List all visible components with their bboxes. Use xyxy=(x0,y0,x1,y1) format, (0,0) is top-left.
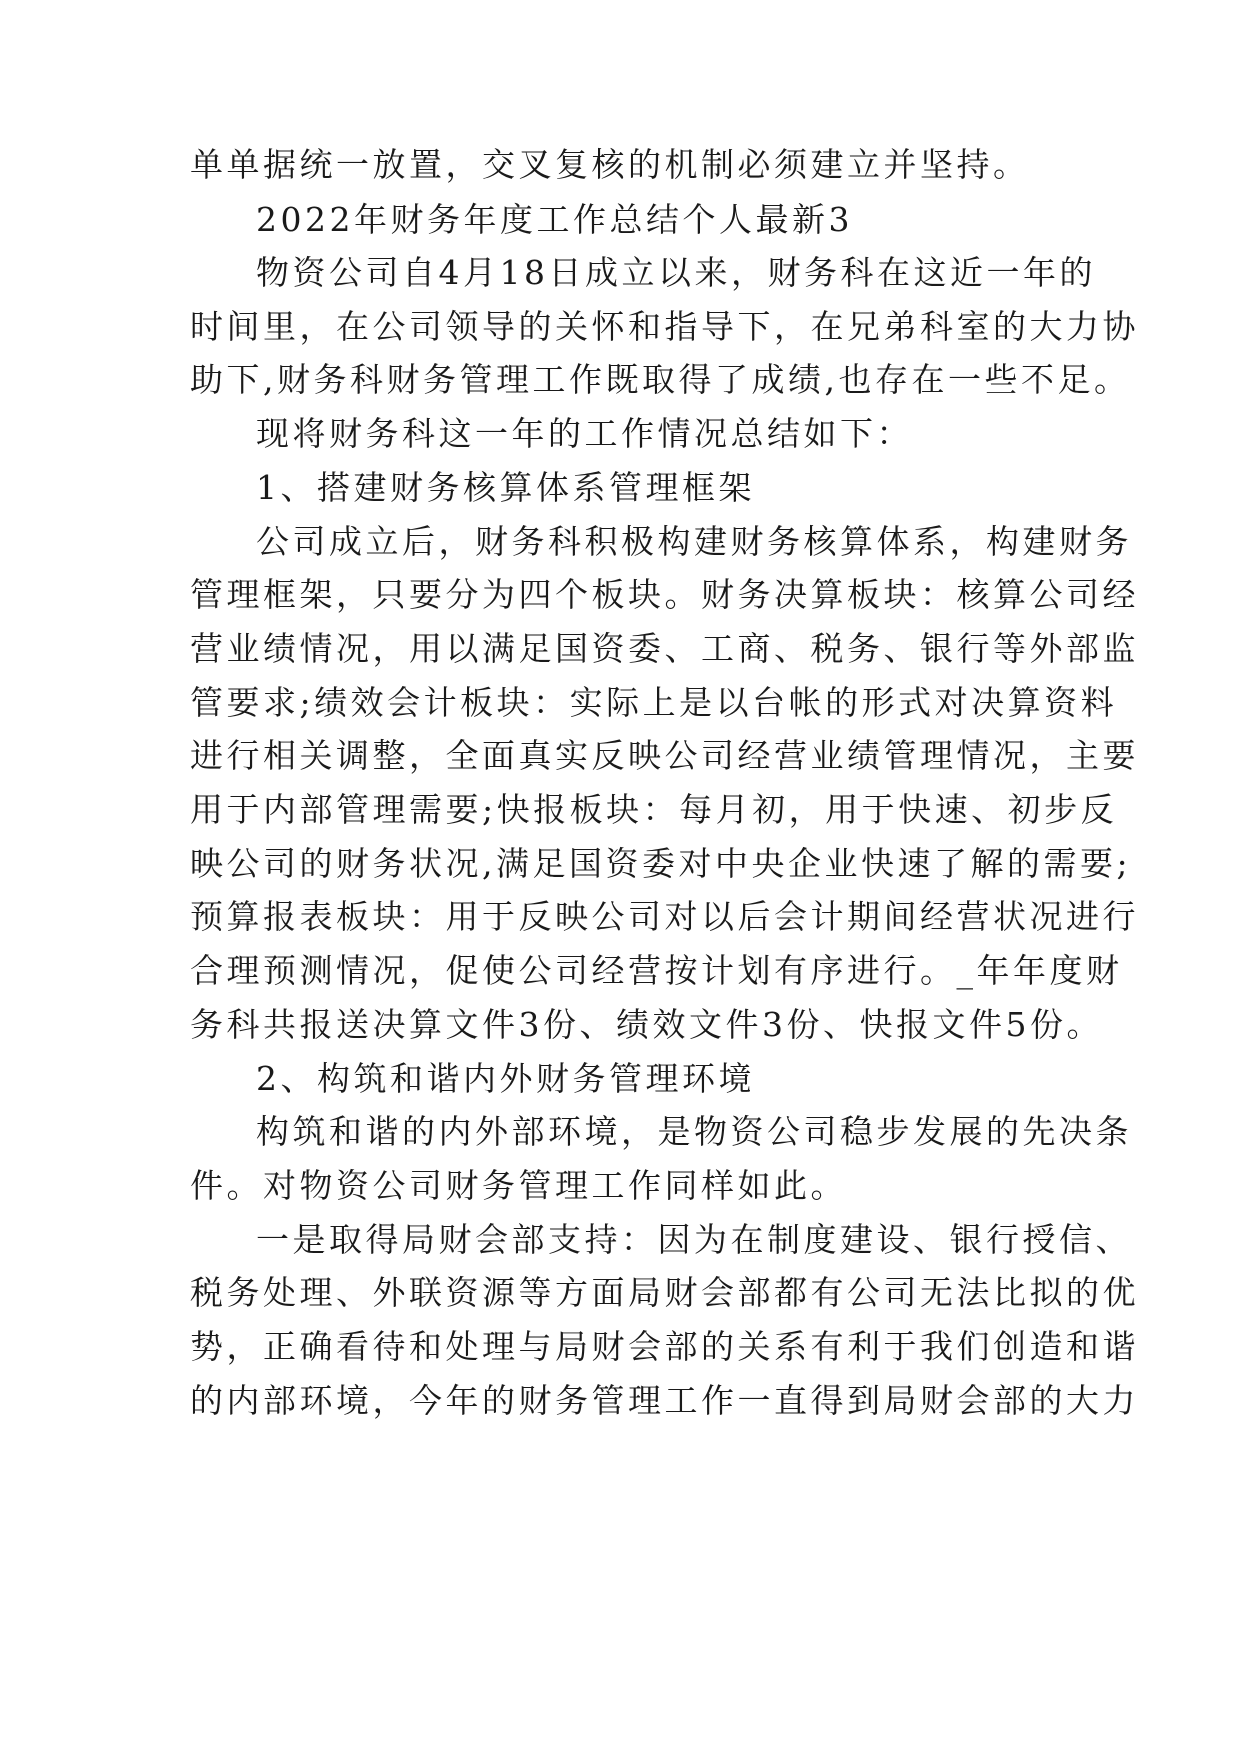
text-line: 预算报表板块：用于反映公司对以后会计期间经营状况进行 xyxy=(190,897,1139,936)
text-line: 管要求;绩效会计板块：实际上是以台帐的形式对决算资料 xyxy=(190,683,1118,722)
text-line: 助下,财务科财务管理工作既取得了成绩,也存在一些不足。 xyxy=(190,360,1131,399)
text-line: 管理框架，只要分为四个板块。财务决算板块：核算公司经 xyxy=(190,575,1139,614)
heading-2: 2、构筑和谐内外财务管理环境 xyxy=(256,1059,755,1098)
section-title: 2022年财务年度工作总结个人最新3 xyxy=(256,200,853,239)
text-line: 进行相关调整，全面真实反映公司经营业绩管理情况，主要 xyxy=(190,736,1139,775)
text-line: 公司成立后，财务科积极构建财务核算体系，构建财务 xyxy=(256,522,1132,561)
text-line: 势，正确看待和处理与局财会部的关系有利于我们创造和谐 xyxy=(190,1327,1139,1366)
text-line: 务科共报送决算文件3份、绩效文件3份、快报文件5份。 xyxy=(190,1005,1103,1044)
text-line: 营业绩情况，用以满足国资委、工商、税务、银行等外部监 xyxy=(190,629,1139,668)
text-line: 用于内部管理需要;快报板块：每月初，用于快速、初步反 xyxy=(190,790,1118,829)
text-line: 物资公司自4月18日成立以来，财务科在这近一年的 xyxy=(256,253,1096,292)
text-line: 合理预测情况，促使公司经营按计划有序进行。_年年度财 xyxy=(190,951,1123,990)
text-line: 单单据统一放置，交叉复核的机制必须建立并坚持。 xyxy=(190,145,1030,184)
text-line: 税务处理、外联资源等方面局财会部都有公司无法比拟的优 xyxy=(190,1273,1139,1312)
text-line: 一是取得局财会部支持：因为在制度建设、银行授信、 xyxy=(256,1220,1132,1259)
text-line: 现将财务科这一年的工作情况总结如下： xyxy=(256,414,913,453)
text-line: 时间里，在公司领导的关怀和指导下，在兄弟科室的大力协 xyxy=(190,307,1139,346)
text-line: 的内部环境，今年的财务管理工作一直得到局财会部的大力 xyxy=(190,1381,1139,1420)
text-line: 件。对物资公司财务管理工作同样如此。 xyxy=(190,1166,847,1205)
text-line: 构筑和谐的内外部环境，是物资公司稳步发展的先决条 xyxy=(256,1112,1132,1151)
heading-1: 1、搭建财务核算体系管理框架 xyxy=(256,468,755,507)
text-line: 映公司的财务状况,满足国资委对中央企业快速了解的需要; xyxy=(190,844,1132,883)
